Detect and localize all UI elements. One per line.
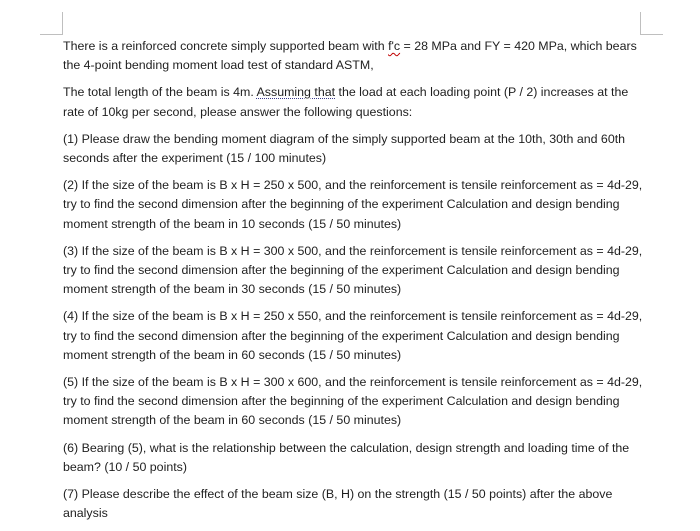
- intro-text-b: = 28 MPa and FY = 420 MPa, which bears the 4-point bending moment load test of standard ASTM,: [63, 39, 637, 73]
- fc-symbol-spellcheck[interactable]: f'c: [388, 39, 401, 53]
- question-5[interactable]: (5) If the size of the beam is B x H = 300 x 600, and the reinforcement is tensile reinforcement as = 4d-29, try to find the second dimension after the beginning of the experiment Calculation and design bending moment strength of the beam in 60 seconds (15 / 50 minutes): [63, 375, 643, 428]
- question-7[interactable]: (7) Please describe the effect of the beam size (B, H) on the strength (15 / 50 points) after the above analysis: [63, 487, 613, 521]
- question-2[interactable]: (2) If the size of the beam is B x H = 250 x 500, and the reinforcement is tensile reinforcement as = 4d-29, try to find the second dimension after the beginning of the experiment Calculation and design bending moment strength of the beam in 10 seconds (15 / 50 minutes): [63, 178, 643, 231]
- question-4[interactable]: (4) If the size of the beam is B x H = 250 x 550, and the reinforcement is tensile reinforcement as = 4d-29, try to find the second dimension after the beginning of the experiment Calculation and design bending moment strength of the beam in 60 seconds (15 / 50 minutes): [63, 309, 643, 362]
- question-3[interactable]: (3) If the size of the beam is B x H = 300 x 500, and the reinforcement is tensile reinforcement as = 4d-29, try to find the second dimension after the beginning of the experiment Calculation and design bending moment strength of the beam in 30 seconds (15 / 50 minutes): [63, 243, 643, 297]
- loading-paragraph[interactable]: [63, 83, 643, 121]
- question-6[interactable]: (6) Bearing (5), what is the relationship between the calculation, design strength and loading time of the beam? (10 / 50 points): [63, 440, 630, 474]
- document-body[interactable]: [63, 37, 643, 531]
- question-1[interactable]: (1) Please draw the bending moment diagram of the simply supported beam at the 10th, 30th and 60th seconds after the experiment (15 / 100 minutes): [63, 131, 626, 166]
- page-corner-mark-top-left: [40, 12, 63, 35]
- grammar-flagged-phrase[interactable]: Assuming that: [256, 85, 336, 100]
- loading-text-before: The total length of the beam is 4m.: [63, 85, 257, 100]
- page-corner-mark-top-right: [640, 12, 663, 35]
- loading-text-after: the load at each loading point (P / 2) increases at the rate of 10kg per second, please answer the following questions:: [63, 85, 629, 119]
- intro-paragraph[interactable]: [63, 37, 643, 75]
- intro-text-a: There is a reinforced concrete simply supported beam with: [63, 39, 389, 53]
